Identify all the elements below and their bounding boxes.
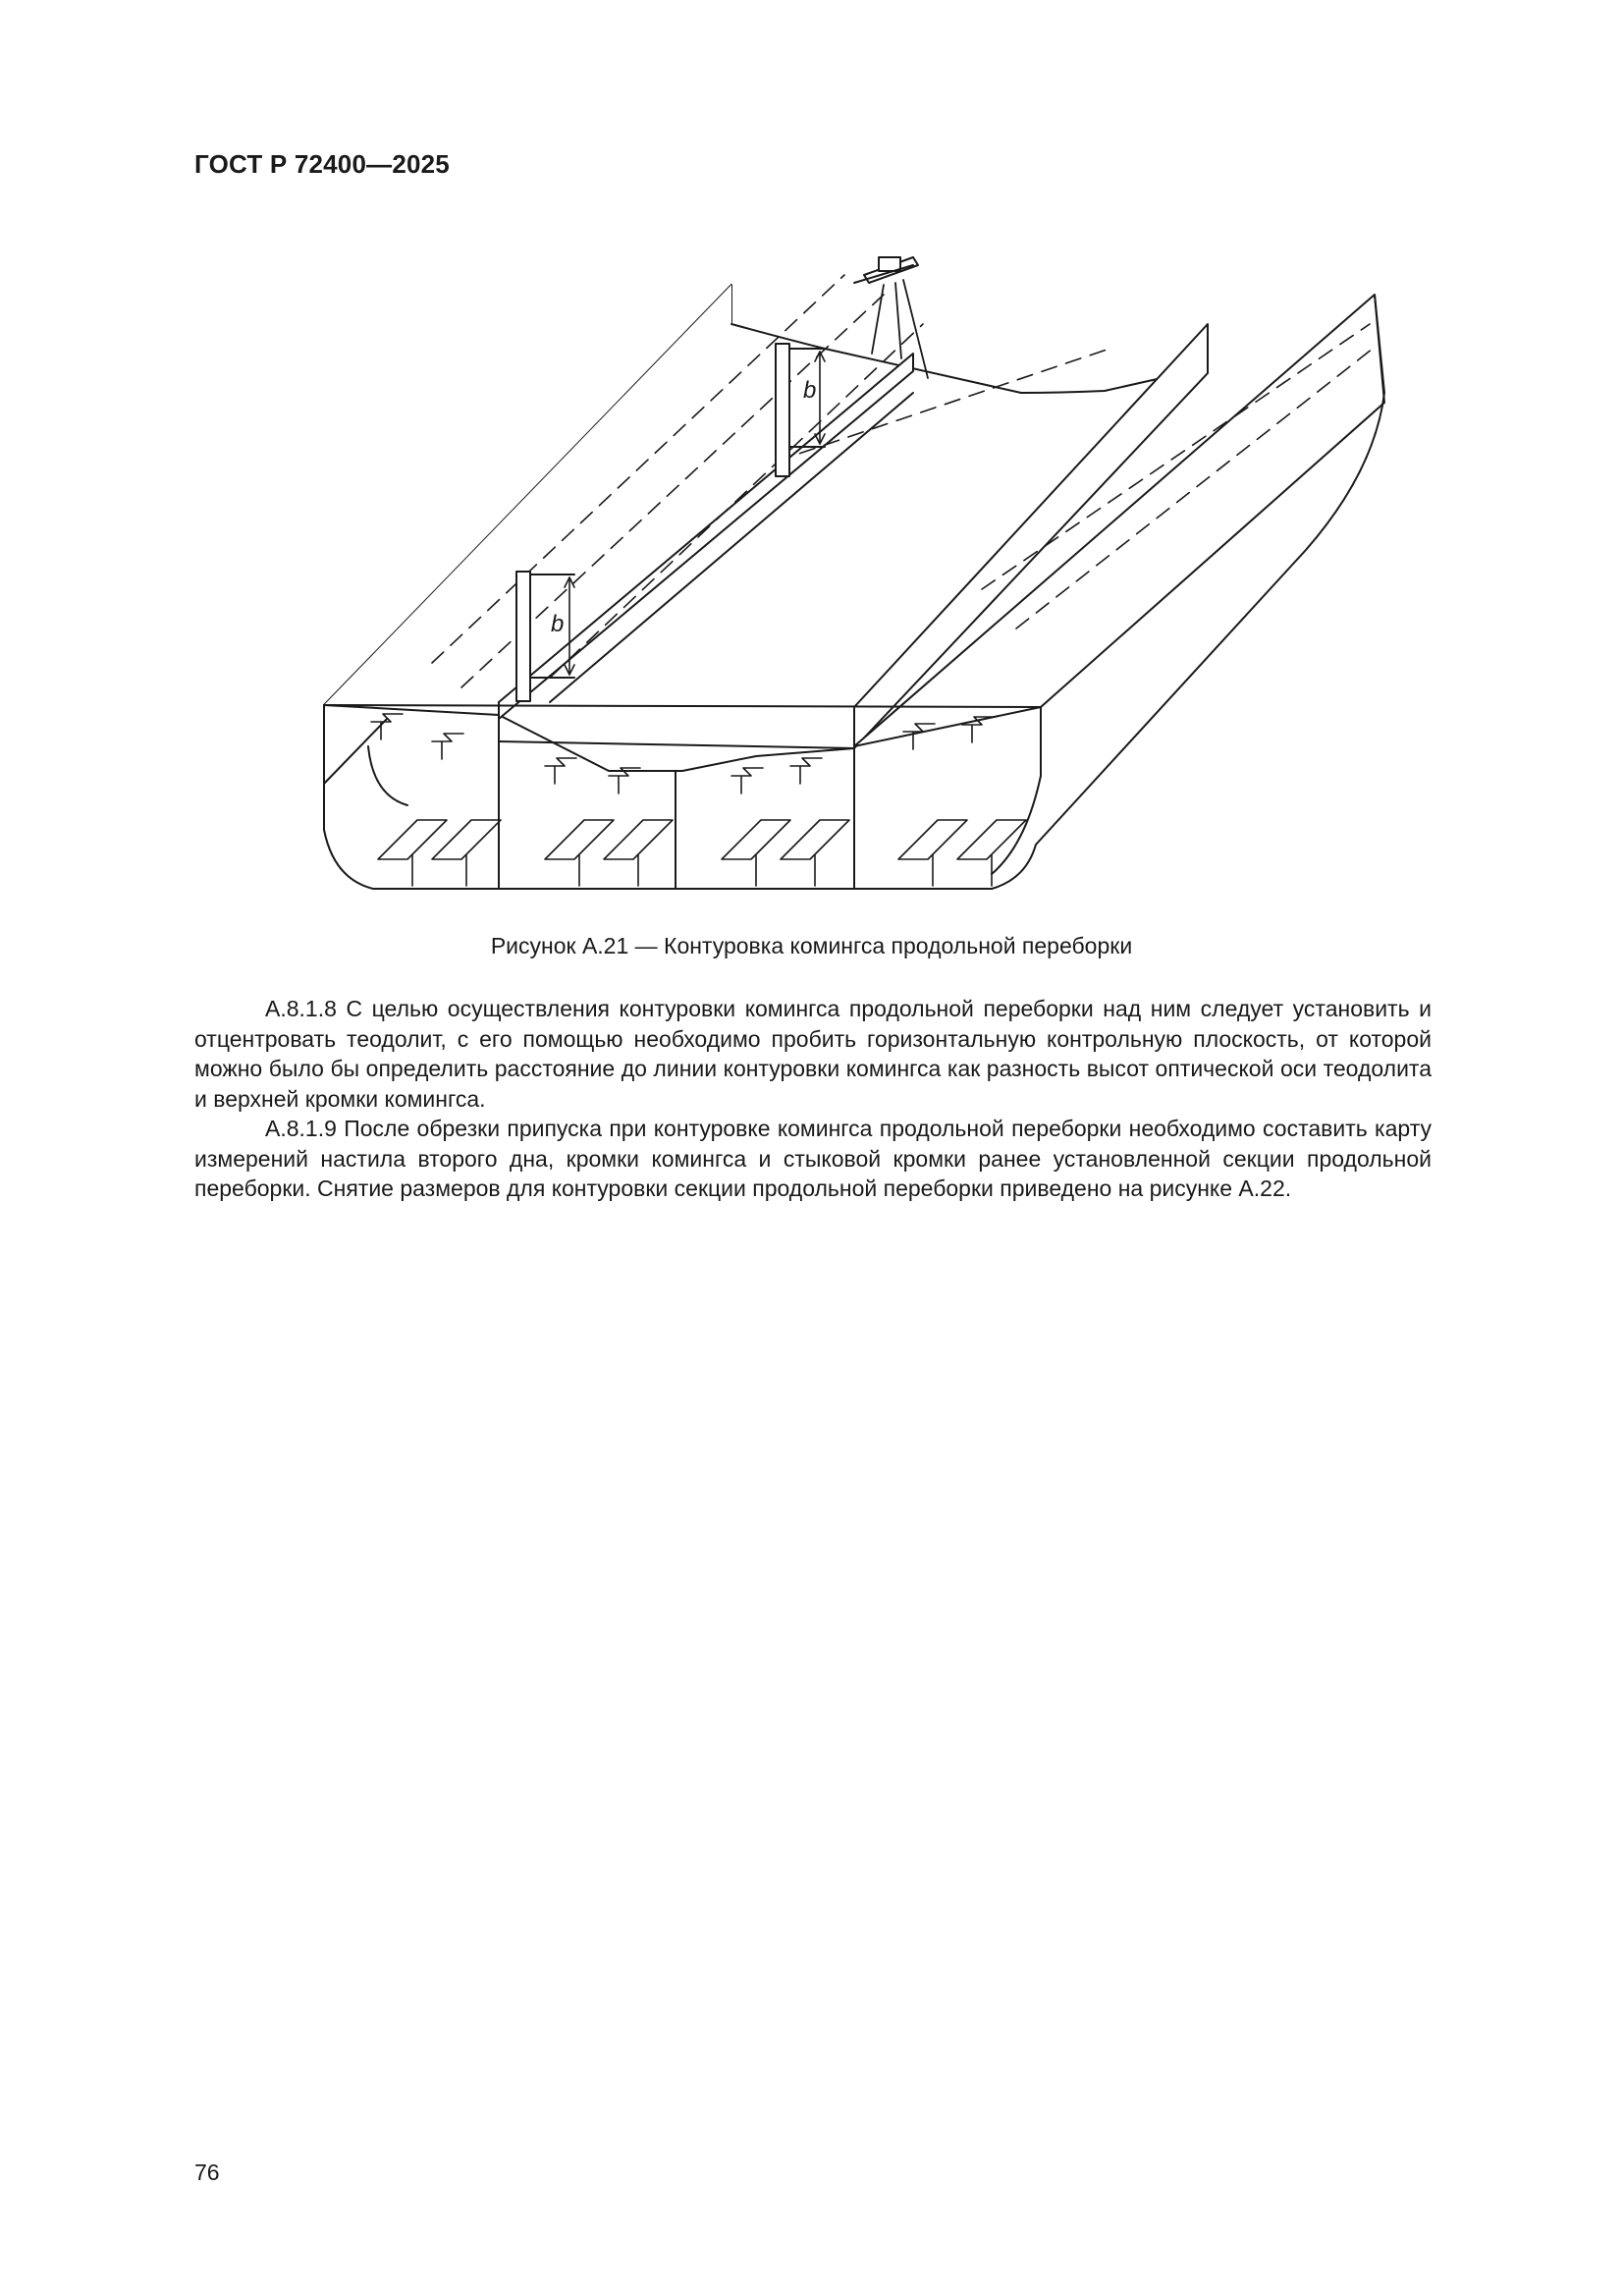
document-header: ГОСТ Р 72400—2025 [194,149,450,179]
figure-caption: Рисунок А.21 — Контуровка комингса продольной переборки [490,933,1133,958]
paragraph-a818: А.8.1.8 С целью осуществления контуровки комингса продольной переборки над ним следует установить и отцентровать теодолит, с его помощью необходимо пробить горизонтальную контрольную плоскость, от которой можно было бы определить расстояние до линии контуровки комингса как разность высот оптической оси теодолита и верхней кромки комингса. [194,996,1432,1112]
figure-a21 [295,231,1424,908]
dimension-label-b-front: b [551,611,565,637]
dimension-label-b-rear: b [803,377,817,404]
body-text [194,994,1432,1204]
page-number: 76 [194,2159,220,2185]
paragraph-a819: А.8.1.9 После обрезки припуска при контуровке комингса продольной переборки необходимо составить карту измерений настила второго дна, кромки комингса и стыковой кромки ранее установленной секции продольной переборки. Снятие размеров для контуровки секции продольной переборки приведено на рисунке А.22. [194,1116,1432,1201]
hull-section-drawing [295,231,1424,908]
